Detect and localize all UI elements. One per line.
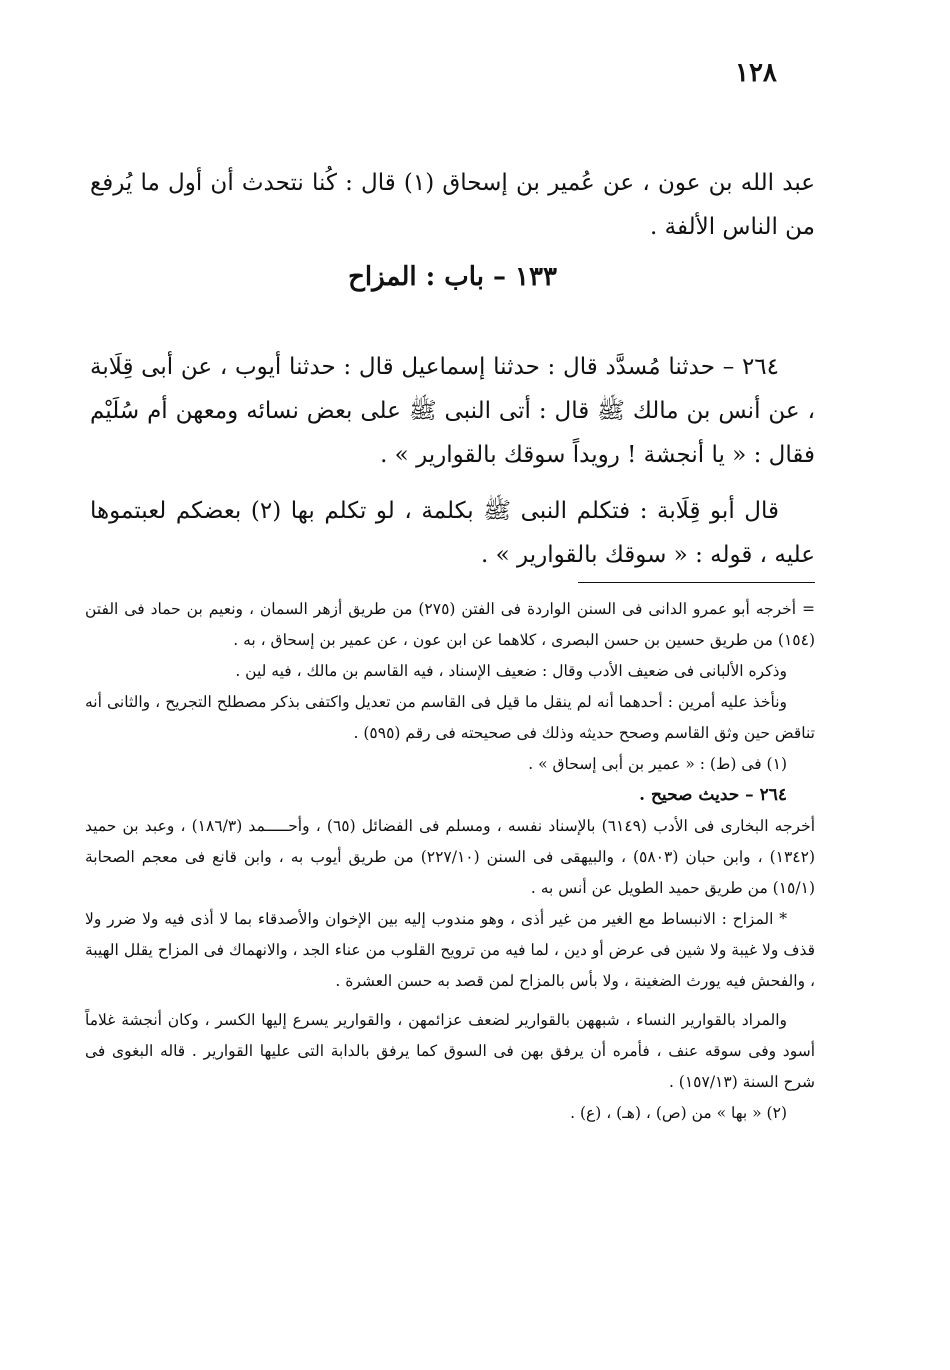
main-paragraph-1: عبد الله بن عون ، عن عُمير بن إسحاق (١) قال : كُنا نتحدث أن أول ما يُرفع من الناس الألفة .: [90, 170, 815, 240]
commentary-paragraph: قال أبو قِلَابة : فتكلم النبى ﷺ بكلمة ، لو تكلم بها (٢) بعضكم لعبتموها عليه ، قوله : « سوقك بالقوارير » .: [90, 498, 815, 568]
footnote-qawarir: والمراد بالقوارير النساء ، شبههن بالقوارير لضعف عزائمهن ، والقوارير يسرع إليها الكسر ، وكان أنجشة غلاماً أسود وفى سوقه عنف ، فأمره أن يرفق بهن فى السوق كما يرفق بالدابة التى عليها القوارير . قاله البغوى فى شرح السنة (١٥٧/١٣) .: [85, 1011, 815, 1091]
footnote-objection: ونأخذ عليه أمرين : أحدهما أنه لم ينقل ما قيل فى القاسم من تعديل واكتفى بذكر مصطلح التجريح ، والثانى أنه تناقض حين وثق القاسم وصحح حديثه وذلك فى صحيحته فى رقم (٥٩٥) .: [85, 693, 815, 742]
hadith-paragraph: ٢٦٤ – حدثنا مُسدَّد قال : حدثنا إسماعيل قال : حدثنا أيوب ، عن أبى قِلَابة ، عن أنس بن مالك ﷺ قال : أتى النبى ﷺ على بعض نسائه ومعهن أم سُلَيْم فقال : « يا أنجشة ! رويداً سوقك بالقوارير » .: [90, 354, 815, 468]
footnote-takhrij: أخرجه البخارى فى الأدب (٦١٤٩) بالإسناد نفسه ، ومسلم فى الفضائل (٦٥) ، وأحـــــمد (١٨٦/٣) ، وعبد بن حميد (١٣٤٢) ، وابن حبان (٥٨٠٣) ، والبيهقى فى السنن (٢٢٧/١٠) من طريق أيوب به ، وابن قانع فى معجم الصحابة (١٥/١) من طريق حميد الطويل عن أنس به .: [85, 817, 815, 897]
hadith-grade: ٢٦٤ – حديث صحيح .: [639, 785, 787, 805]
footnote-separator: [578, 582, 815, 583]
footnote-albani: وذكره الألبانى فى ضعيف الأدب وقال : ضعيف الإسناد ، فيه القاسم بن مالك ، فيه لين .: [235, 662, 787, 680]
footnote-2: (٢) « بها » من (ص) ، (هـ) ، (ع) .: [570, 1104, 787, 1122]
footnote-continuation: = أخرجه أبو عمرو الدانى فى السنن الواردة فى الفتن (٢٧٥) من طريق أزهر السمان ، ونعيم بن حماد فى الفتن (١٥٤) من طريق حسين بن حسن البصرى ، كلاهما عن ابن عون ، عن عمير بن إسحاق ، به .: [85, 600, 816, 649]
footnotes: [85, 594, 815, 1129]
footnote-1: (١) فى (ط) : « عمير بن أبى إسحاق » .: [528, 755, 787, 773]
chapter-title: ١٣٣ – باب : المزاح: [348, 262, 557, 292]
page-number: ١٢٨: [735, 58, 777, 88]
footnote-mizah-definition: * المزاح : الانبساط مع الغير من غير أذى ، وهو مندوب إليه بين الإخوان والأصدقاء بما لا أذى فيه ولا ضرر ولا قذف ولا غيبة ولا شين فى عرض أو دين ، لما فيه من ترويح القلوب من عناء الجد ، والانهماك فى المزاح يقلل الهيبة ، والفحش فيه يورث الضغينة ، ولا بأس بالمزاح لمن قصد به حسن العشرة .: [85, 910, 815, 990]
